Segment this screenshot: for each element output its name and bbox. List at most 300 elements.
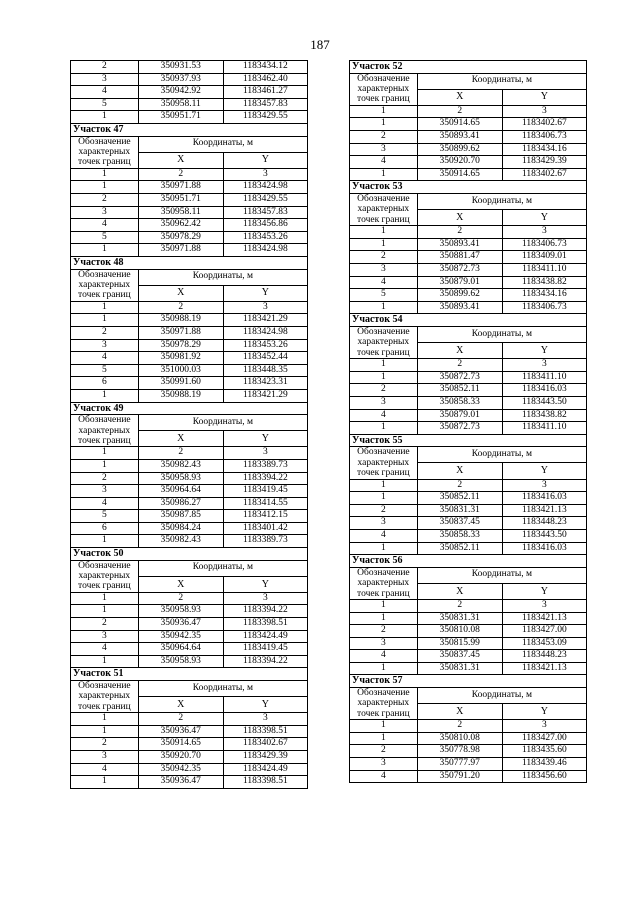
coordinate-row [350,612,586,625]
coordinate-row [71,459,307,472]
x-header: X [417,89,502,105]
point-number: 6 [71,377,138,390]
column-index-row [350,226,586,239]
coordinate-x: 350893.41 [417,301,502,314]
coordinate-y: 1183439.46 [502,758,586,771]
column-index: 1 [350,720,417,733]
column-index: 3 [502,359,586,372]
coordinate-y: 1183434.16 [502,143,586,156]
column-index: 2 [138,592,223,605]
coordinate-row [71,206,307,219]
coordinate-row [71,364,307,377]
coordinate-y: 1183416.03 [502,384,586,397]
point-number: 1 [71,181,138,194]
coordinate-row [71,751,307,764]
x-header: X [417,210,502,226]
coordinate-row [350,745,586,758]
column-index: 3 [502,479,586,492]
coordinate-y: 1183424.98 [223,244,307,257]
coordinate-x: 350936.47 [138,618,223,631]
parcel-title: Участок 56 [350,555,586,568]
coordinate-x: 350937.93 [138,73,223,86]
coordinate-x: 350942.35 [138,763,223,776]
column-index: 1 [71,301,138,314]
column-index-row [71,301,307,314]
coordinate-row [350,289,586,302]
column-index: 3 [502,226,586,239]
point-number: 1 [350,612,417,625]
coordinate-row [350,662,586,675]
column-index: 3 [223,592,307,605]
y-header: Y [223,431,307,447]
coordinate-row [350,625,586,638]
coordinate-x: 350958.11 [138,206,223,219]
left-column-coordinates-table [70,60,308,789]
coordinate-x: 350831.31 [417,612,502,625]
coordinate-x: 350936.47 [138,776,223,788]
coordinate-x: 350958.93 [138,605,223,618]
column-index: 3 [502,599,586,612]
header-row [71,136,307,152]
coordinate-y: 1183435.60 [502,745,586,758]
coordinates-header: Координаты, м [138,136,307,152]
coordinate-row [71,61,307,73]
coordinate-x: 350978.29 [138,339,223,352]
header-row [71,415,307,431]
coordinate-y: 1183394.22 [223,655,307,668]
point-number: 2 [350,745,417,758]
coordinate-row [350,517,586,530]
column-index-row [350,720,586,733]
coordinate-x: 350931.53 [138,61,223,73]
coordinates-header: Координаты, м [138,415,307,431]
point-number: 1 [350,301,417,314]
point-number: 1 [350,732,417,745]
coordinate-row [350,371,586,384]
coordinate-y: 1183462.40 [223,73,307,86]
designation-header: Обозначение характерных точек границ [71,269,138,301]
coordinate-x: 350971.88 [138,244,223,257]
point-number: 3 [71,630,138,643]
coordinate-row [71,339,307,352]
coordinate-y: 1183427.00 [502,732,586,745]
coordinates-header: Координаты, м [417,447,586,463]
coordinate-y: 1183419.45 [223,643,307,656]
parcel-title-row [71,402,307,415]
coordinate-row [350,504,586,517]
coordinate-x: 350837.45 [417,650,502,663]
coordinate-row [71,111,307,124]
coordinate-x: 350852.11 [417,492,502,505]
point-number: 4 [350,276,417,289]
coordinate-row [71,655,307,668]
coordinate-y: 1183424.49 [223,630,307,643]
coordinate-x: 350831.31 [417,504,502,517]
coordinate-y: 1183412.15 [223,510,307,523]
parcel-title-row [71,123,307,136]
coordinate-y: 1183456.86 [223,219,307,232]
point-number: 5 [71,510,138,523]
coordinate-y: 1183448.23 [502,650,586,663]
y-header: Y [502,210,586,226]
point-number: 1 [71,459,138,472]
coordinate-y: 1183424.49 [223,763,307,776]
coordinate-y: 1183421.13 [502,612,586,625]
coordinate-row [71,389,307,402]
header-row [350,688,586,704]
parcel-title: Участок 52 [350,61,586,73]
column-index: 2 [138,168,223,181]
point-number: 2 [350,504,417,517]
point-number: 3 [71,73,138,86]
coordinate-x: 350881.47 [417,251,502,264]
coordinate-y: 1183438.82 [502,276,586,289]
coordinate-row [71,352,307,365]
column-index: 1 [71,168,138,181]
coordinate-y: 1183416.03 [502,542,586,555]
coordinate-x: 350852.11 [417,542,502,555]
point-number: 1 [350,422,417,435]
coordinate-x: 350858.33 [417,396,502,409]
parcel-title: Участок 49 [71,402,307,415]
coordinate-y: 1183409.01 [502,251,586,264]
coordinate-row [350,143,586,156]
point-number: 4 [71,352,138,365]
point-number: 4 [350,770,417,782]
coordinate-row [71,326,307,339]
coordinates-header: Координаты, м [417,193,586,209]
coordinate-row [71,193,307,206]
coordinate-x: 350988.19 [138,389,223,402]
point-number: 5 [71,231,138,244]
y-header: Y [502,343,586,359]
coordinate-row [350,422,586,435]
coordinate-row [350,168,586,181]
point-number: 1 [350,118,417,131]
y-header: Y [502,704,586,720]
coordinate-x: 350914.65 [417,168,502,181]
y-header: Y [223,697,307,713]
column-index: 1 [71,592,138,605]
coordinates-header: Координаты, м [417,688,586,704]
coordinate-y: 1183398.51 [223,776,307,788]
coordinate-y: 1183429.39 [502,156,586,169]
parcel-title: Участок 48 [71,256,307,269]
point-number: 2 [71,738,138,751]
coordinate-y: 1183424.98 [223,326,307,339]
point-number: 4 [350,156,417,169]
point-number: 4 [71,86,138,99]
coordinate-x: 350984.24 [138,522,223,535]
coordinate-row [71,643,307,656]
coordinate-y: 1183406.73 [502,301,586,314]
coordinate-y: 1183434.16 [502,289,586,302]
coordinate-y: 1183423.31 [223,377,307,390]
coordinate-row [350,276,586,289]
coordinate-x: 350991.60 [138,377,223,390]
coordinate-y: 1183421.13 [502,504,586,517]
column-index: 2 [417,479,502,492]
coordinate-row [71,605,307,618]
y-header: Y [223,285,307,301]
column-index: 1 [350,479,417,492]
point-number: 4 [71,643,138,656]
coordinate-y: 1183401.42 [223,522,307,535]
designation-header: Обозначение характерных точек границ [350,688,417,720]
point-number: 1 [350,371,417,384]
coordinate-x: 350831.31 [417,662,502,675]
coordinate-x: 350951.71 [138,111,223,124]
coordinate-y: 1183443.50 [502,396,586,409]
point-number: 5 [71,98,138,111]
parcel-title-row [350,314,586,327]
designation-header: Обозначение характерных точек границ [350,326,417,358]
coordinate-row [71,73,307,86]
point-number: 4 [71,497,138,510]
point-number: 3 [350,637,417,650]
column-index: 3 [223,168,307,181]
point-number: 3 [71,485,138,498]
coordinate-y: 1183398.51 [223,618,307,631]
coordinate-row [350,542,586,555]
coordinate-x: 350899.62 [417,143,502,156]
coordinate-y: 1183402.67 [502,168,586,181]
column-index: 1 [350,105,417,118]
coordinate-x: 350858.33 [417,529,502,542]
parcel-title: Участок 55 [350,434,586,447]
coordinate-x: 350942.35 [138,630,223,643]
header-row [71,269,307,285]
coordinate-row [71,472,307,485]
point-number: 1 [350,542,417,555]
coordinate-row [350,396,586,409]
coordinate-x: 350914.65 [138,738,223,751]
coordinate-y: 1183448.35 [223,364,307,377]
column-index-row [350,479,586,492]
coordinate-y: 1183389.73 [223,535,307,548]
coordinate-x: 350962.42 [138,219,223,232]
point-number: 3 [350,758,417,771]
column-index-row [350,599,586,612]
parcel-title: Участок 54 [350,314,586,327]
coordinate-row [71,630,307,643]
point-number: 1 [71,314,138,327]
coordinate-y: 1183389.73 [223,459,307,472]
coordinate-y: 1183421.29 [223,389,307,402]
coordinate-x: 350971.88 [138,181,223,194]
coordinate-y: 1183427.00 [502,625,586,638]
coordinate-y: 1183424.98 [223,181,307,194]
coordinate-x: 350777.97 [417,758,502,771]
designation-header: Обозначение характерных точек границ [350,567,417,599]
point-number: 2 [71,326,138,339]
point-number: 2 [350,625,417,638]
coordinate-y: 1183402.67 [502,118,586,131]
x-header: X [138,431,223,447]
point-number: 4 [350,650,417,663]
coordinate-row [350,384,586,397]
point-number: 4 [71,763,138,776]
coordinates-header: Координаты, м [417,73,586,89]
coordinate-y: 1183406.73 [502,131,586,144]
coordinate-row [350,529,586,542]
coordinate-x: 350920.70 [138,751,223,764]
coordinate-y: 1183406.73 [502,238,586,251]
point-number: 1 [71,535,138,548]
point-number: 2 [71,193,138,206]
coordinate-x: 351000.03 [138,364,223,377]
coordinate-y: 1183416.03 [502,492,586,505]
column-index-row [350,359,586,372]
coordinate-x: 350986.27 [138,497,223,510]
column-index: 2 [417,359,502,372]
coordinate-y: 1183453.09 [502,637,586,650]
coordinate-x: 350982.43 [138,535,223,548]
point-number: 2 [350,251,417,264]
coordinate-x: 350815.99 [417,637,502,650]
parcel-title-row [71,256,307,269]
coordinate-x: 350852.11 [417,384,502,397]
coordinate-y: 1183452.44 [223,352,307,365]
column-index: 2 [417,720,502,733]
y-header: Y [502,463,586,479]
coordinate-x: 350958.11 [138,98,223,111]
parcel-title-row [71,548,307,561]
coordinate-x: 350778.98 [417,745,502,758]
coordinate-x: 350987.85 [138,510,223,523]
column-index: 3 [223,301,307,314]
coordinate-y: 1183457.83 [223,206,307,219]
header-row [350,193,586,209]
coordinate-x: 350958.93 [138,655,223,668]
coordinate-y: 1183429.55 [223,111,307,124]
coordinate-y: 1183448.23 [502,517,586,530]
parcel-title-row [71,668,307,681]
coordinate-row [350,131,586,144]
header-row [350,447,586,463]
column-index: 1 [350,226,417,239]
coordinate-x: 350872.73 [417,263,502,276]
coordinate-row [350,492,586,505]
point-number: 3 [71,206,138,219]
column-index: 2 [138,301,223,314]
y-header: Y [223,576,307,592]
coordinate-row [71,86,307,99]
coordinate-y: 1183421.13 [502,662,586,675]
column-index: 2 [417,105,502,118]
coordinate-row [71,618,307,631]
point-number: 4 [71,219,138,232]
coordinates-header: Координаты, м [138,269,307,285]
coordinates-header: Координаты, м [417,567,586,583]
coordinate-y: 1183398.51 [223,725,307,738]
coordinate-row [71,377,307,390]
coordinate-x: 350879.01 [417,409,502,422]
column-index: 1 [71,447,138,460]
coordinate-y: 1183434.12 [223,61,307,73]
point-number: 5 [350,289,417,302]
x-header: X [138,697,223,713]
coordinate-y: 1183456.60 [502,770,586,782]
coordinate-x: 350872.73 [417,371,502,384]
point-number: 1 [350,168,417,181]
point-number: 6 [71,522,138,535]
coordinate-y: 1183414.55 [223,497,307,510]
column-index: 2 [138,713,223,726]
point-number: 5 [71,364,138,377]
x-header: X [417,463,502,479]
coordinate-x: 350978.29 [138,231,223,244]
point-number: 2 [350,131,417,144]
coordinates-header: Координаты, м [138,560,307,576]
header-row [71,560,307,576]
coordinate-x: 350964.64 [138,485,223,498]
parcel-title: Участок 50 [71,548,307,561]
column-index-row [71,592,307,605]
coordinate-y: 1183453.26 [223,339,307,352]
coordinate-row [71,219,307,232]
coordinate-row [350,263,586,276]
parcel-title: Участок 57 [350,675,586,688]
coordinate-y: 1183443.50 [502,529,586,542]
coordinate-row [350,758,586,771]
parcel-title-row [350,675,586,688]
coordinate-row [71,485,307,498]
coordinate-x: 350893.41 [417,238,502,251]
coordinate-x: 350982.43 [138,459,223,472]
column-index-row [71,168,307,181]
point-number: 2 [350,384,417,397]
coordinate-x: 350810.08 [417,732,502,745]
coordinate-row [71,510,307,523]
y-header: Y [223,152,307,168]
coordinate-row [71,725,307,738]
column-index: 1 [71,713,138,726]
coordinate-x: 350971.88 [138,326,223,339]
coordinate-row [350,301,586,314]
point-number: 3 [350,517,417,530]
x-header: X [417,343,502,359]
point-number: 2 [71,472,138,485]
coordinate-x: 350936.47 [138,725,223,738]
coordinate-row [71,497,307,510]
designation-header: Обозначение характерных точек границ [71,681,138,713]
coordinate-row [350,118,586,131]
point-number: 1 [71,605,138,618]
column-index: 1 [350,599,417,612]
coordinate-row [71,522,307,535]
coordinate-y: 1183457.83 [223,98,307,111]
column-index: 3 [223,713,307,726]
coordinate-y: 1183429.55 [223,193,307,206]
coordinate-x: 350879.01 [417,276,502,289]
coordinate-x: 350981.92 [138,352,223,365]
coordinate-row [71,763,307,776]
point-number: 1 [350,492,417,505]
x-header: X [138,285,223,301]
coordinate-y: 1183411.10 [502,263,586,276]
coordinate-row [350,251,586,264]
point-number: 3 [350,396,417,409]
header-row [350,73,586,89]
coordinate-y: 1183421.29 [223,314,307,327]
point-number: 4 [350,529,417,542]
parcel-title-row [350,434,586,447]
coordinate-x: 350951.71 [138,193,223,206]
coordinate-y: 1183461.27 [223,86,307,99]
header-row [71,681,307,697]
coordinate-row [350,732,586,745]
